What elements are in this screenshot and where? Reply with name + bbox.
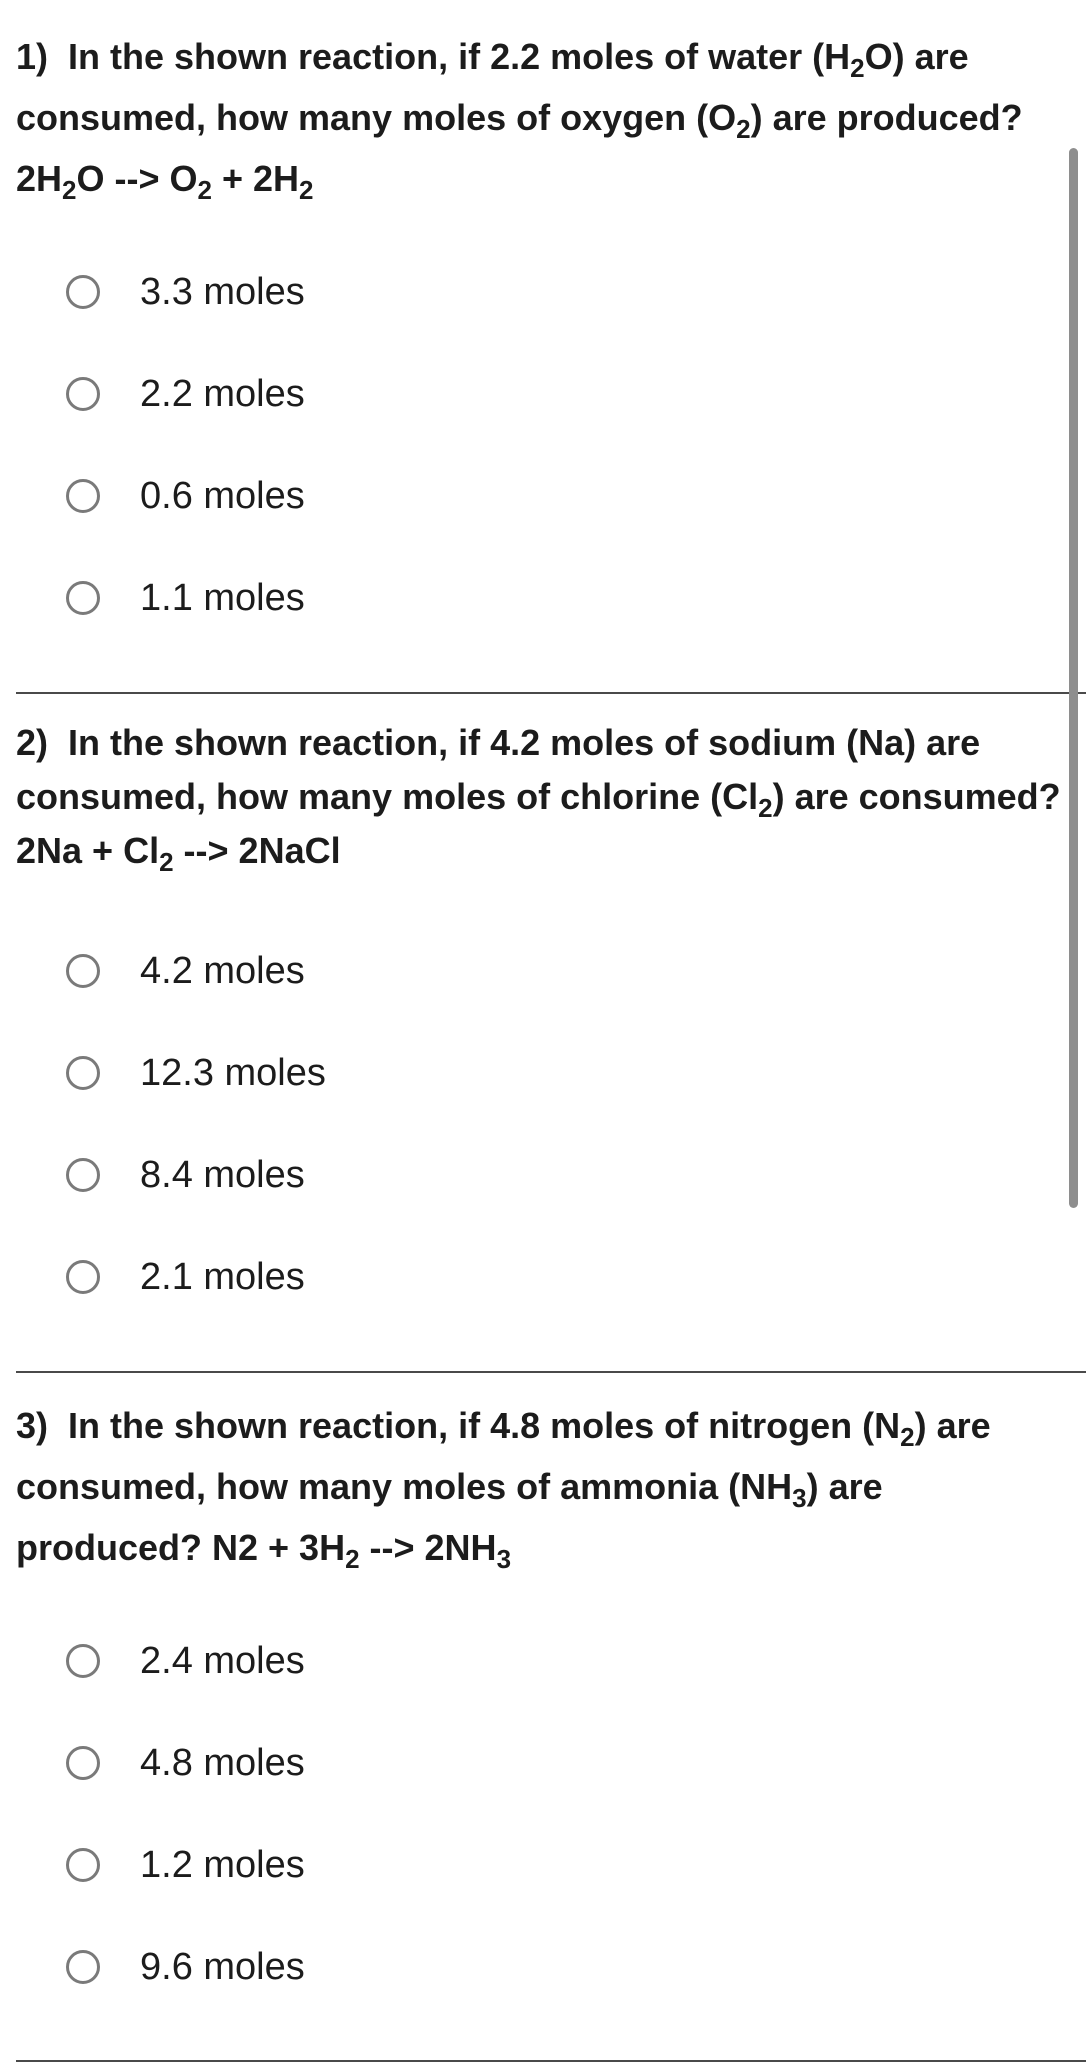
- subscript: 2: [850, 53, 865, 83]
- option-label: 2.1 moles: [140, 1255, 305, 1298]
- radio-button-icon[interactable]: [66, 1950, 100, 1984]
- option-3-b[interactable]: [66, 1733, 666, 1793]
- radio-button-icon[interactable]: [66, 1848, 100, 1882]
- option-label: 12.3 moles: [140, 1051, 326, 1094]
- divider: [16, 1371, 1086, 1373]
- question-text-segment: O --> O: [76, 158, 198, 199]
- question-number: 1): [16, 36, 49, 77]
- option-1-b[interactable]: [66, 364, 666, 424]
- subscript: 2: [900, 1422, 915, 1452]
- subscript: 3: [792, 1483, 807, 1513]
- question-text-segment: ) are produced? N2 + 3H: [16, 1466, 883, 1568]
- radio-button-icon[interactable]: [66, 1158, 100, 1192]
- radio-button-icon[interactable]: [66, 581, 100, 615]
- question-1-text: [16, 26, 1066, 209]
- radio-button-icon[interactable]: [66, 1260, 100, 1294]
- question-text-segment: + 2H: [211, 158, 300, 199]
- divider: [16, 2060, 1086, 2062]
- option-2-d[interactable]: [66, 1247, 666, 1307]
- subscript: 2: [197, 175, 212, 205]
- option-1-c[interactable]: [66, 466, 666, 526]
- question-text-segment: --> 2NaCl: [173, 830, 341, 871]
- question-text-segment: O) are consumed, how many moles of oxygen (O: [16, 36, 969, 138]
- option-label: 4.2 moles: [140, 949, 305, 992]
- option-label: 2.2 moles: [140, 372, 305, 415]
- divider: [16, 692, 1086, 694]
- radio-button-icon[interactable]: [66, 1056, 100, 1090]
- option-1-a[interactable]: [66, 262, 666, 322]
- radio-button-icon[interactable]: [66, 479, 100, 513]
- option-3-c[interactable]: [66, 1835, 666, 1895]
- question-text-segment: ) are produced? 2H: [16, 97, 1023, 199]
- question-text-segment: In the shown reaction, if 2.2 moles of water (H: [68, 36, 851, 77]
- option-1-d[interactable]: [66, 568, 666, 628]
- option-3-a[interactable]: [66, 1631, 666, 1691]
- question-2-text: [16, 716, 1066, 878]
- subscript: 2: [299, 175, 314, 205]
- radio-button-icon[interactable]: [66, 1644, 100, 1678]
- option-label: 8.4 moles: [140, 1153, 305, 1196]
- option-label: 3.3 moles: [140, 270, 305, 313]
- question-text-segment: In the shown reaction, if 4.8 moles of nitrogen (N: [68, 1405, 901, 1446]
- question-number: 3): [16, 1405, 49, 1446]
- option-label: 1.2 moles: [140, 1843, 305, 1886]
- subscript: 2: [736, 114, 751, 144]
- question-text-segment: ) are consumed? 2Na + Cl: [16, 776, 1061, 871]
- option-2-b[interactable]: [66, 1043, 666, 1103]
- subscript: 2: [758, 793, 773, 823]
- question-text-segment: ) are consumed, how many moles of ammonia (NH: [16, 1405, 991, 1507]
- option-2-a[interactable]: [66, 941, 666, 1001]
- radio-button-icon[interactable]: [66, 377, 100, 411]
- option-label: 4.8 moles: [140, 1741, 305, 1784]
- subscript: 2: [159, 847, 174, 877]
- question-text-segment: --> 2NH: [359, 1527, 497, 1568]
- option-label: 2.4 moles: [140, 1639, 305, 1682]
- subscript: 2: [345, 1544, 360, 1574]
- vertical-scrollbar[interactable]: [1069, 148, 1078, 1208]
- subscript: 2: [62, 175, 77, 205]
- radio-button-icon[interactable]: [66, 275, 100, 309]
- option-label: 0.6 moles: [140, 474, 305, 517]
- option-label: 1.1 moles: [140, 576, 305, 619]
- subscript: 3: [496, 1544, 512, 1574]
- question-number: 2): [16, 722, 49, 763]
- radio-button-icon[interactable]: [66, 954, 100, 988]
- option-label: 9.6 moles: [140, 1945, 305, 1988]
- question-3-text: [16, 1395, 1066, 1578]
- radio-button-icon[interactable]: [66, 1746, 100, 1780]
- option-3-d[interactable]: [66, 1937, 666, 1997]
- question-text-segment: In the shown reaction, if 4.2 moles of sodium (Na) are consumed, how many moles of chlorine (Cl: [16, 722, 981, 817]
- option-2-c[interactable]: [66, 1145, 666, 1205]
